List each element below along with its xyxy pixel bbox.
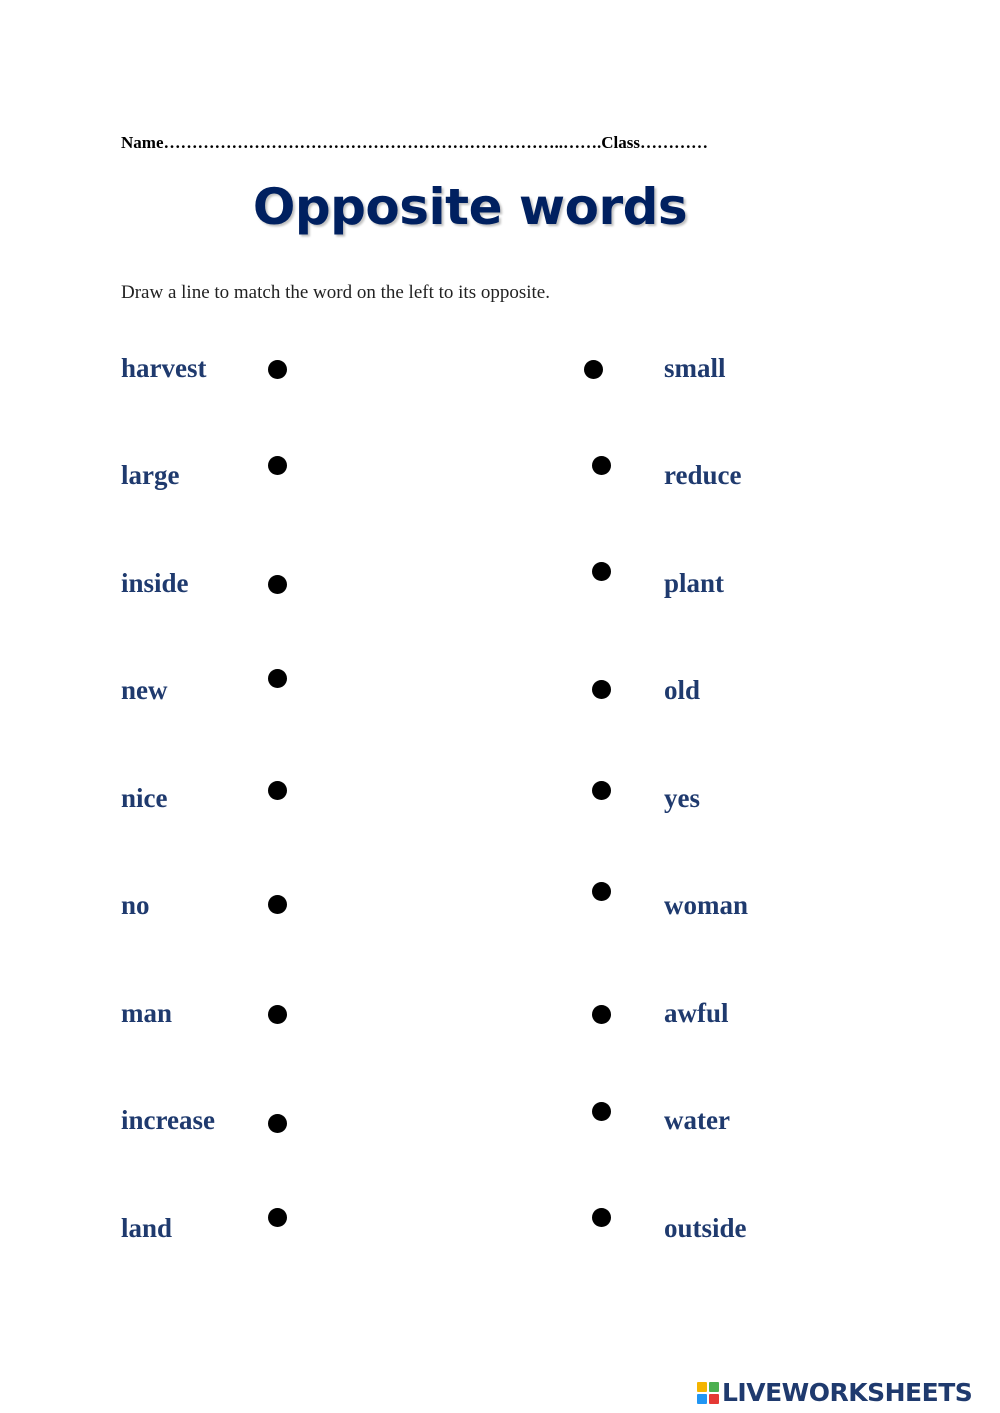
left-word: land [121, 1213, 173, 1243]
left-word: increase [121, 1105, 215, 1135]
left-word: man [121, 998, 173, 1028]
left-match-dot[interactable] [268, 1005, 287, 1024]
liveworksheets-logo [697, 1378, 972, 1407]
left-match-dot[interactable] [268, 575, 287, 594]
left-match-dot[interactable] [268, 669, 287, 688]
left-match-dot[interactable] [268, 781, 287, 800]
left-match-dot[interactable] [268, 456, 287, 475]
instruction-text: Draw a line to match the word on the left to its opposite. [121, 282, 550, 303]
right-match-dot[interactable] [592, 1005, 611, 1024]
right-word: water [664, 1105, 730, 1135]
right-word: small [664, 353, 726, 383]
left-word: harvest [121, 353, 207, 383]
right-word: old [664, 675, 701, 705]
left-word: large [121, 460, 180, 490]
right-word: reduce [664, 460, 742, 490]
right-word: plant [664, 568, 725, 598]
page-title: Opposite words [252, 178, 688, 236]
right-match-dot[interactable] [592, 680, 611, 699]
name-class-line: Name……………………………………………………………..…….Class………… [121, 133, 708, 152]
left-word: no [121, 890, 150, 920]
right-word: outside [664, 1213, 747, 1243]
right-match-dot[interactable] [584, 360, 603, 379]
left-word: inside [121, 568, 189, 598]
left-match-dot[interactable] [268, 360, 287, 379]
right-match-dot[interactable] [592, 456, 611, 475]
right-word: yes [664, 783, 700, 813]
left-match-dot[interactable] [268, 1208, 287, 1227]
logo-text: LIVEWORKSHEETS [722, 1378, 973, 1407]
left-match-dot[interactable] [268, 895, 287, 914]
right-match-dot[interactable] [592, 1102, 611, 1121]
liveworksheets-logo-icon [697, 1382, 719, 1404]
right-word: awful [664, 998, 729, 1028]
right-match-dot[interactable] [592, 781, 611, 800]
right-match-dot[interactable] [592, 562, 611, 581]
left-word: new [121, 675, 168, 705]
right-word: woman [664, 890, 749, 920]
left-word: nice [121, 783, 168, 813]
left-match-dot[interactable] [268, 1114, 287, 1133]
right-match-dot[interactable] [592, 882, 611, 901]
right-match-dot[interactable] [592, 1208, 611, 1227]
